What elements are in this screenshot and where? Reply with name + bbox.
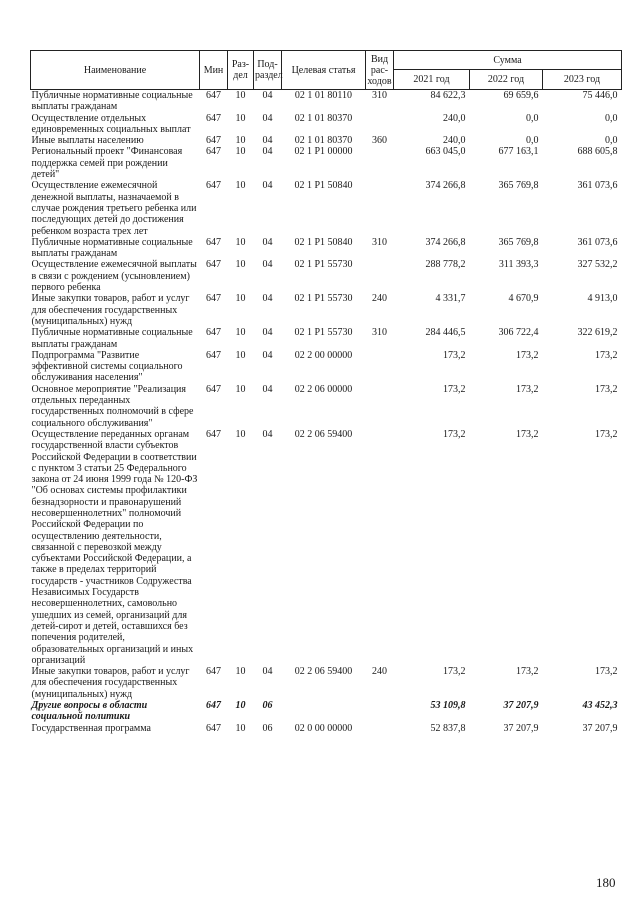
cell-subsection: 04 <box>262 236 273 248</box>
table-row <box>31 384 622 429</box>
cell-sum-2023: 688 605,8 <box>577 146 618 158</box>
cell-sum-2022: 311 393,3 <box>498 259 539 271</box>
cell-sum-2023: 361 073,6 <box>577 236 618 248</box>
cell-sum-2021: 240,0 <box>443 135 466 147</box>
cell-subsection: 04 <box>262 135 273 147</box>
cell-name: Публичные нормативные социальные выплаты гражданам <box>31 327 193 350</box>
cell-sum-2022: 173,2 <box>516 383 539 395</box>
table-row <box>31 666 622 700</box>
header-year-2023: 2023 год <box>543 70 622 90</box>
cell-sum-2023: 327 532,2 <box>577 259 618 271</box>
cell-subsection: 04 <box>262 293 273 305</box>
cell-sum-2022: 37 207,9 <box>503 722 539 734</box>
table-row <box>31 135 622 146</box>
table-row <box>31 146 622 180</box>
cell-expense-type <box>366 700 394 723</box>
cell-expense-type <box>366 350 394 384</box>
cell-sum-2022: 677 163,1 <box>498 146 539 158</box>
cell-sum-2022: 0,0 <box>526 112 539 124</box>
cell-sum-2023: 173,2 <box>595 666 618 678</box>
cell-sum-2021: 374 266,8 <box>425 236 466 248</box>
cell-subsection: 04 <box>262 666 273 678</box>
cell-section: 10 <box>235 383 246 395</box>
cell-sum-2023: 0,0 <box>605 135 618 147</box>
header-razdel: Раз- дел <box>228 51 254 90</box>
cell-subsection: 04 <box>262 112 273 124</box>
cell-target-article: 02 1 P1 55730 <box>294 293 353 305</box>
cell-section: 10 <box>235 428 246 440</box>
cell-sum-2022: 306 722,4 <box>498 327 539 339</box>
cell-name: Публичные нормативные социальные выплаты гражданам <box>31 236 193 260</box>
cell-target-article <box>282 700 366 723</box>
cell-section: 10 <box>235 236 246 248</box>
table-row <box>31 180 622 236</box>
cell-subsection: 06 <box>262 722 273 734</box>
cell-target-article: 02 1 01 80110 <box>294 90 353 101</box>
cell-sum-2023: 75 446,0 <box>582 90 618 101</box>
cell-expense-type: 310 <box>372 236 387 248</box>
cell-name: Осуществление ежемесячной денежной выплаты, назначаемой в случае рождения третьего ребенка или последующих детей до достижения ребенком возраста трех лет <box>31 180 197 237</box>
cell-name: Иные закупки товаров, работ и услуг для обеспечения государственных (муниципальных) нужд <box>31 293 190 327</box>
cell-sum-2021: 84 622,3 <box>430 90 466 101</box>
cell-ministry: 647 <box>206 700 221 712</box>
cell-target-article: 02 2 00 00000 <box>294 349 353 361</box>
table-row <box>31 237 622 260</box>
cell-section: 10 <box>235 666 246 678</box>
cell-expense-type <box>366 384 394 429</box>
cell-expense-type <box>366 429 394 666</box>
cell-sum-2021: 288 778,2 <box>425 259 466 271</box>
cell-sum-2022: 365 769,8 <box>498 236 539 248</box>
cell-target-article: 02 1 P1 50840 <box>294 236 353 248</box>
cell-section: 10 <box>235 112 246 124</box>
cell-sum-2022: 37 207,9 <box>503 700 539 712</box>
cell-ministry: 647 <box>206 112 221 124</box>
cell-name: Другие вопросы в области социальной политики <box>31 700 148 723</box>
cell-target-article: 02 1 P1 50840 <box>294 180 353 192</box>
cell-ministry: 647 <box>206 383 221 395</box>
table-row <box>31 293 622 327</box>
cell-name: Иные выплаты населению <box>31 135 144 147</box>
header-expense-type: Вид рас- ходов <box>366 51 394 90</box>
cell-section: 10 <box>235 722 246 734</box>
cell-sum-2021: 53 109,8 <box>430 700 466 712</box>
cell-sum-2021: 663 045,0 <box>425 146 466 158</box>
cell-name: Осуществление переданных органам государственной власти субъектов Российской Федерации в соответствии с пунктом 3 статьи 25 Федерального закона от 24 июня 1999 года № 120-ФЗ "Об основах системы профилактики безнадзорности и правонарушений несовершеннолетних" полномочий Российской Федерации по осуществлению деятельности, связанной с перевозкой между субъектами Российской Федерации, а также в пределах территорий государств - участников Содружества Независимых Государств несовершеннолетних, самовольно ушедших из семей, организаций для детей-сирот и детей, оставшихся без попечения родителей, образовательных организаций и иных организаций <box>31 428 198 666</box>
table-body <box>31 90 622 734</box>
cell-ministry: 647 <box>206 180 221 192</box>
table-row <box>31 259 622 293</box>
cell-name: Осуществление ежемесячной выплаты в связи с рождением (усыновлением) первого ребенка <box>31 259 197 294</box>
header-year-2021: 2021 год <box>394 70 470 90</box>
cell-expense-type: 310 <box>372 327 387 339</box>
header-sum: Сумма <box>394 51 622 70</box>
cell-sum-2021: 173,2 <box>443 383 466 395</box>
cell-sum-2022: 69 659,6 <box>503 90 539 101</box>
table-row <box>31 113 622 136</box>
cell-section: 10 <box>235 700 246 712</box>
cell-target-article: 02 1 01 80370 <box>294 112 353 124</box>
cell-sum-2021: 284 446,5 <box>425 327 466 339</box>
cell-subsection: 04 <box>262 90 273 101</box>
cell-sum-2023: 361 073,6 <box>577 180 618 192</box>
cell-expense-type <box>366 146 394 180</box>
cell-sum-2021: 173,2 <box>443 666 466 678</box>
cell-sum-2023: 322 619,2 <box>577 327 618 339</box>
cell-target-article: 02 1 01 80370 <box>294 135 353 147</box>
cell-subsection: 04 <box>262 349 273 361</box>
cell-name: Публичные нормативные социальные выплаты гражданам <box>31 90 193 113</box>
cell-sum-2023: 173,2 <box>595 428 618 440</box>
cell-ministry: 647 <box>206 293 221 305</box>
cell-section: 10 <box>235 327 246 339</box>
table-row <box>31 700 622 723</box>
table-header <box>31 51 622 90</box>
table-row <box>31 723 622 734</box>
cell-section: 10 <box>235 90 246 101</box>
header-min: Мин <box>200 51 228 90</box>
cell-sum-2023: 173,2 <box>595 383 618 395</box>
header-target-article: Целевая статья <box>282 51 366 90</box>
table-row <box>31 350 622 384</box>
cell-sum-2021: 4 331,7 <box>435 293 466 305</box>
table-row <box>31 327 622 350</box>
cell-section: 10 <box>235 180 246 192</box>
cell-sum-2022: 173,2 <box>516 428 539 440</box>
cell-ministry: 647 <box>206 135 221 147</box>
cell-sum-2022: 365 769,8 <box>498 180 539 192</box>
cell-expense-type: 240 <box>372 293 387 305</box>
header-year-2022: 2022 год <box>470 70 543 90</box>
cell-target-article: 02 1 P1 55730 <box>294 259 353 271</box>
cell-sum-2023: 43 452,3 <box>582 700 618 712</box>
cell-expense-type: 310 <box>372 90 387 101</box>
cell-sum-2021: 173,2 <box>443 428 466 440</box>
cell-ministry: 647 <box>206 146 221 158</box>
cell-sum-2021: 173,2 <box>443 349 466 361</box>
cell-sum-2022: 0,0 <box>526 135 539 147</box>
cell-subsection: 06 <box>262 700 273 712</box>
cell-ministry: 647 <box>206 428 221 440</box>
cell-sum-2022: 4 670,9 <box>508 293 539 305</box>
cell-subsection: 04 <box>262 428 273 440</box>
cell-name: Региональный проект "Финансовая поддержка семей при рождении детей" <box>31 146 183 181</box>
cell-expense-type <box>366 259 394 293</box>
cell-sum-2022: 173,2 <box>516 666 539 678</box>
cell-ministry: 647 <box>206 259 221 271</box>
cell-expense-type: 240 <box>372 666 387 678</box>
cell-target-article: 02 2 06 00000 <box>294 383 353 395</box>
page-number: 180 <box>596 875 616 890</box>
cell-sum-2021: 374 266,8 <box>425 180 466 192</box>
cell-sum-2023: 0,0 <box>605 112 618 124</box>
cell-expense-type: 360 <box>372 135 387 147</box>
cell-target-article: 02 2 06 59400 <box>294 666 353 678</box>
cell-name: Осуществление отдельных единовременных социальных выплат <box>31 112 191 135</box>
header-name: Наименование <box>31 51 200 90</box>
table-row <box>31 429 622 666</box>
cell-target-article: 02 2 06 59400 <box>294 428 353 440</box>
cell-section: 10 <box>235 146 246 158</box>
cell-ministry: 647 <box>206 666 221 678</box>
cell-subsection: 04 <box>262 383 273 395</box>
cell-expense-type <box>366 113 394 136</box>
cell-sum-2021: 240,0 <box>443 112 466 124</box>
cell-section: 10 <box>235 349 246 361</box>
cell-ministry: 647 <box>206 327 221 339</box>
cell-target-article: 02 1 P1 00000 <box>294 146 353 158</box>
cell-sum-2022: 173,2 <box>516 349 539 361</box>
cell-section: 10 <box>235 135 246 147</box>
cell-ministry: 647 <box>206 236 221 248</box>
cell-sum-2023: 4 913,0 <box>587 293 618 305</box>
cell-subsection: 04 <box>262 327 273 339</box>
budget-table <box>30 50 622 734</box>
cell-name: Иные закупки товаров, работ и услуг для обеспечения государственных (муниципальных) нужд <box>31 666 190 700</box>
cell-target-article: 02 1 P1 55730 <box>294 327 353 339</box>
cell-target-article: 02 0 00 00000 <box>294 722 353 734</box>
cell-ministry: 647 <box>206 722 221 734</box>
cell-name: Основное мероприятие "Реализация отдельных переданных государственных полномочий в сфере социального обслуживания" <box>31 383 194 429</box>
cell-name: Подпрограмма "Развитие эффективной системы социального обслуживания населения" <box>31 349 183 384</box>
cell-section: 10 <box>235 259 246 271</box>
cell-ministry: 647 <box>206 90 221 101</box>
header-podrazdel: Под- раздел <box>254 51 282 90</box>
cell-expense-type <box>366 723 394 734</box>
cell-sum-2023: 173,2 <box>595 349 618 361</box>
cell-subsection: 04 <box>262 259 273 271</box>
cell-subsection: 04 <box>262 146 273 158</box>
table-row <box>31 90 622 113</box>
cell-sum-2021: 52 837,8 <box>430 722 466 734</box>
cell-expense-type <box>366 180 394 236</box>
cell-section: 10 <box>235 293 246 305</box>
cell-sum-2023: 37 207,9 <box>582 722 618 734</box>
cell-subsection: 04 <box>262 180 273 192</box>
cell-ministry: 647 <box>206 349 221 361</box>
cell-name: Государственная программа <box>31 722 151 734</box>
